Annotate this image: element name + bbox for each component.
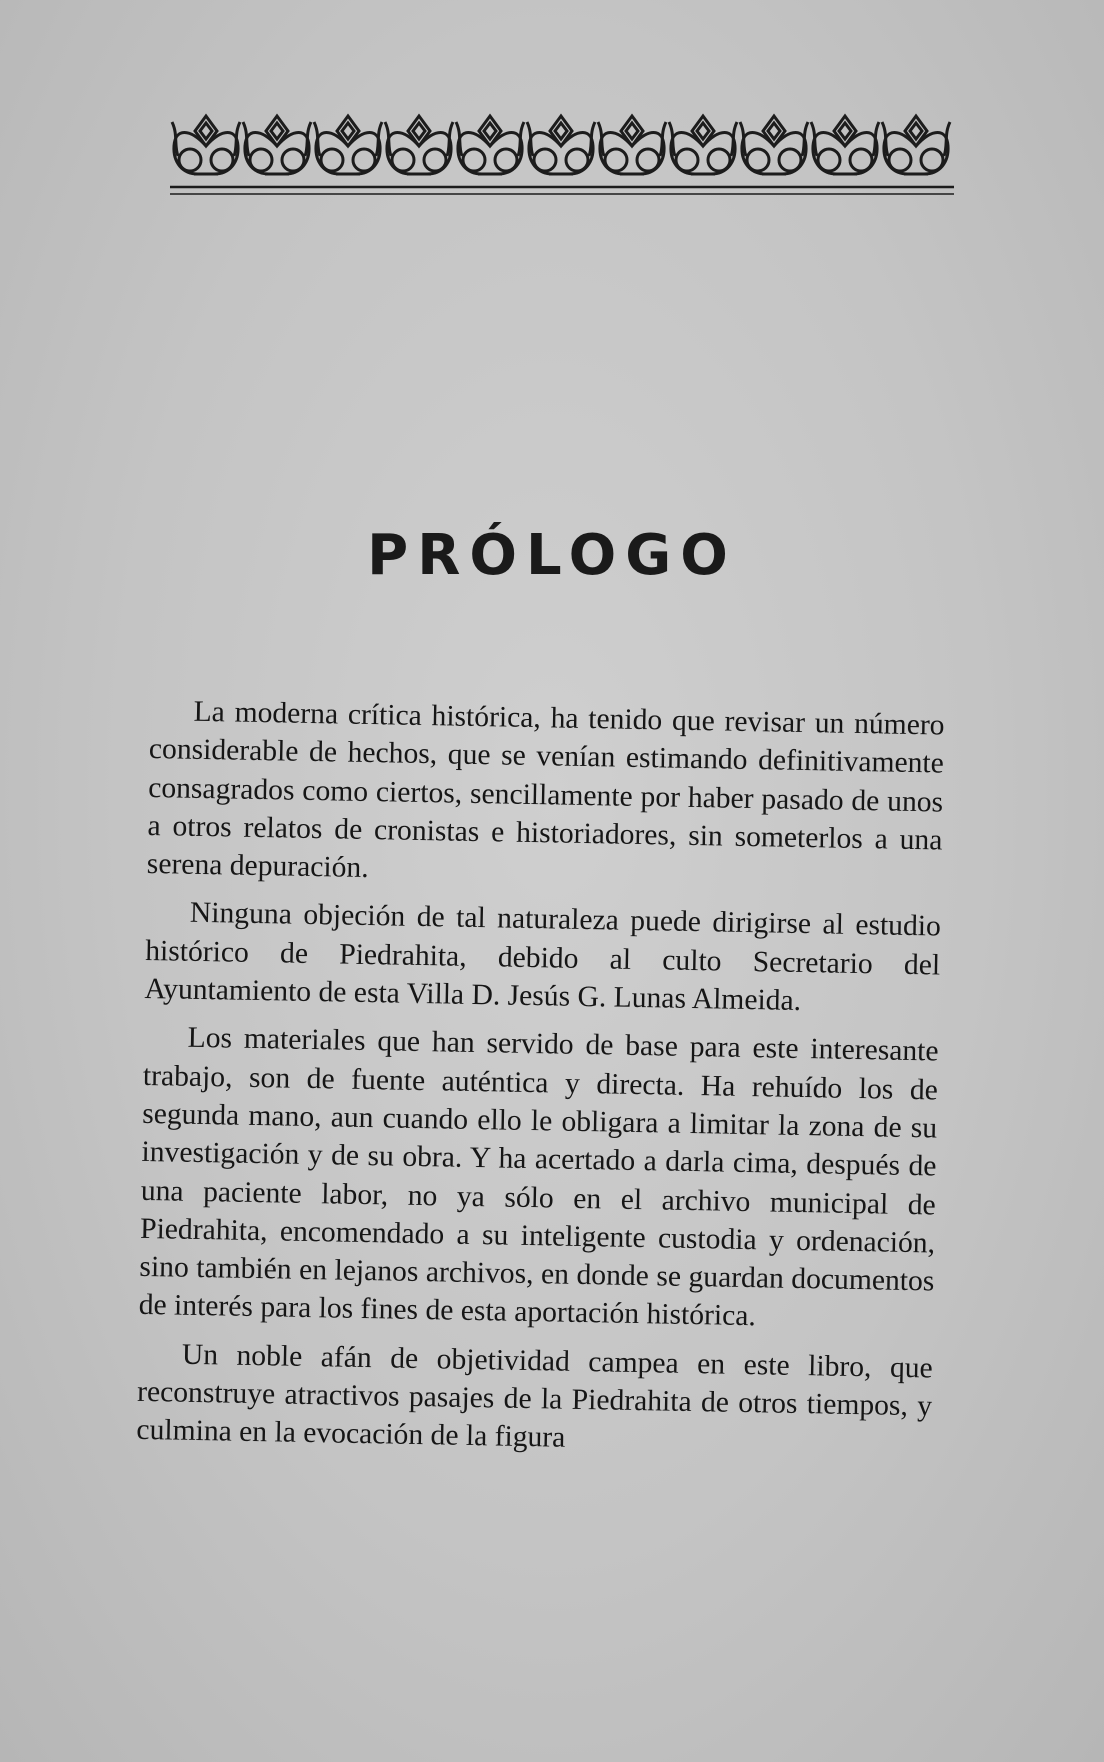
- paragraph: Los materiales que han servido de base para este interesante trabajo, son de fuente auténtica y directa. Ha rehuído los de segunda mano, aun cuando ello le obligara a limitar la zona de su investigación y de su obra. Y ha acertado a darla cima, después de una paciente labor, no ya sólo en el archivo municipal de Piedrahita, encomendado a su inteligente custodia y ordenación, sino también en lejanos archivos, en donde se guardan documentos de interés para los fines de esta aportación histórica.: [138, 1022, 939, 1333]
- paragraph: La moderna crítica histórica, ha tenido que revisar un número considerable de hechos, que se venían estimando definitivamente consagrados como ciertos, sencillamente por haber pasado de unos a otros relatos de cronistas e historiadores, sin someterlos a una serena depuración.: [146, 695, 945, 885]
- paragraph: Ninguna objeción de tal naturaleza puede dirigirse al estudio histórico de Piedrahita, debido al culto Secretario del Ayuntamiento de esta Villa D. Jesús G. Lunas Almeida.: [144, 897, 942, 1018]
- paragraph: Un noble afán de objetividad campea en este libro, que reconstruye atractivos pasajes de la Piedrahita de otros tiempos, y culmina en la evocación de la figura: [136, 1338, 934, 1455]
- decorative-border-ornament: [170, 112, 954, 208]
- prologue-text: [136, 692, 945, 1474]
- page-title: PRÓLOGO: [367, 523, 737, 588]
